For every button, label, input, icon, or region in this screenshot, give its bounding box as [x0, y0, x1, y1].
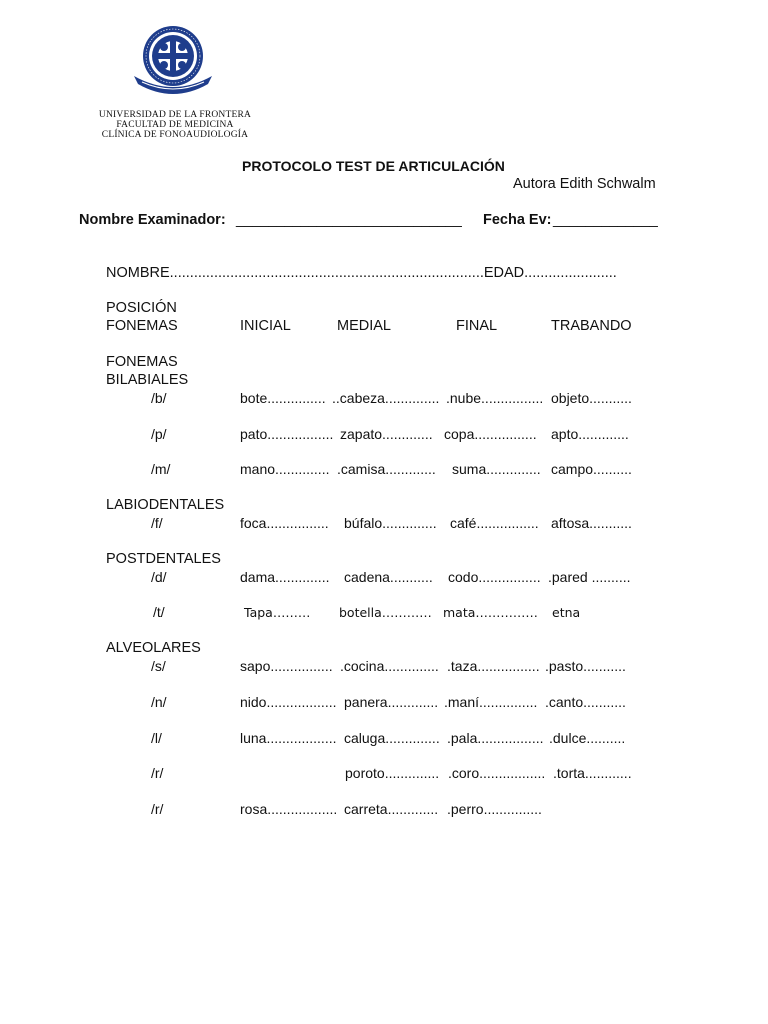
examiner-field[interactable]: ____________________________ — [236, 212, 462, 228]
word-medial: búfalo.............. — [344, 515, 437, 531]
word-medial: .camisa............. — [337, 461, 436, 477]
group-label-alveolar: ALVEOLARES — [106, 640, 201, 656]
phoneme-label: /r/ — [151, 765, 164, 781]
phoneme-label: /n/ — [151, 694, 167, 710]
phoneme-label: /p/ — [151, 426, 167, 442]
institution-line-3: CLÍNICA DE FONOAUDIOLOGÍA — [101, 130, 249, 140]
word-initial: dama.............. — [240, 569, 330, 585]
position-label: POSICIÓN — [106, 300, 177, 316]
word-final: .perro............... — [447, 801, 542, 817]
word-final: codo................ — [448, 569, 541, 585]
word-final: copa................ — [444, 426, 537, 442]
phonemes-label: FONEMAS — [106, 318, 178, 334]
group-label-bilabial-1: FONEMAS — [106, 354, 178, 370]
examiner-label: Nombre Examinador: — [79, 212, 226, 228]
phoneme-label: /d/ — [151, 569, 167, 585]
date-field[interactable]: _____________ — [553, 212, 658, 228]
word-initial: rosa.................. — [240, 801, 338, 817]
word-trabando: .dulce.......... — [549, 730, 626, 746]
phoneme-label: /b/ — [151, 390, 167, 406]
word-medial: carreta............. — [344, 801, 439, 817]
word-final: .pala................. — [447, 730, 544, 746]
word-trabando: .canto........... — [545, 694, 626, 710]
phoneme-label: /m/ — [151, 461, 171, 477]
word-trabando: aftosa........... — [551, 515, 632, 531]
university-logo — [130, 24, 216, 106]
word-medial: .cocina.............. — [340, 658, 439, 674]
word-medial: zapato............. — [340, 426, 433, 442]
word-initial: pato................. — [240, 426, 334, 442]
word-final: mata…………… — [443, 605, 538, 620]
word-initial: luna.................. — [240, 730, 337, 746]
word-medial: panera............. — [344, 694, 439, 710]
word-medial: poroto.............. — [345, 765, 440, 781]
column-header-trabando: TRABANDO — [551, 318, 632, 334]
column-header-medial: MEDIAL — [337, 318, 391, 334]
column-header-final: FINAL — [456, 318, 498, 334]
word-trabando: apto............. — [551, 426, 629, 442]
word-initial: foca................ — [240, 515, 329, 531]
word-final: suma.............. — [452, 461, 541, 477]
phoneme-label: /t/ — [153, 604, 165, 620]
word-trabando: .torta............ — [553, 765, 632, 781]
word-trabando: .pared .......... — [548, 569, 631, 585]
word-initial: Tapa……… — [244, 605, 311, 620]
word-trabando: .pasto........... — [545, 658, 626, 674]
word-medial: ..cabeza.............. — [332, 390, 440, 406]
group-label-bilabial-2: BILABIALES — [106, 372, 189, 388]
word-medial: botella………… — [339, 605, 432, 620]
word-initial: bote............... — [240, 390, 326, 406]
word-trabando: etna — [552, 605, 581, 620]
column-header-initial: INICIAL — [240, 318, 291, 334]
word-initial: sapo................ — [240, 658, 333, 674]
word-final: .taza................ — [447, 658, 540, 674]
word-medial: caluga.............. — [344, 730, 440, 746]
phoneme-label: /f/ — [151, 515, 163, 531]
institution-line-1: UNIVERSIDAD DE LA FRONTERA — [98, 110, 252, 120]
page-title: PROTOCOLO TEST DE ARTICULACIÓN — [242, 158, 505, 174]
group-label-labiodental: LABIODENTALES — [106, 497, 225, 513]
group-label-postdental: POSTDENTALES — [106, 551, 221, 567]
word-final: café................ — [450, 515, 539, 531]
word-medial: cadena........... — [344, 569, 433, 585]
phoneme-label: /s/ — [151, 658, 166, 674]
word-initial: mano.............. — [240, 461, 330, 477]
institution-line-2: FACULTAD DE MEDICINA — [116, 120, 234, 130]
phoneme-label: /l/ — [151, 730, 162, 746]
word-final: .maní............... — [444, 694, 538, 710]
name-age-line[interactable]: NOMBRE..............................................................................EDAD....................... — [106, 265, 617, 281]
word-trabando: objeto........... — [551, 390, 632, 406]
word-initial: nido.................. — [240, 694, 337, 710]
date-label: Fecha Ev: — [483, 212, 552, 228]
author-line: Autora Edith Schwalm — [513, 176, 656, 192]
word-trabando: campo.......... — [551, 461, 632, 477]
phoneme-label: /r/ — [151, 801, 164, 817]
word-final: .nube................ — [446, 390, 544, 406]
word-final: .coro................. — [448, 765, 546, 781]
